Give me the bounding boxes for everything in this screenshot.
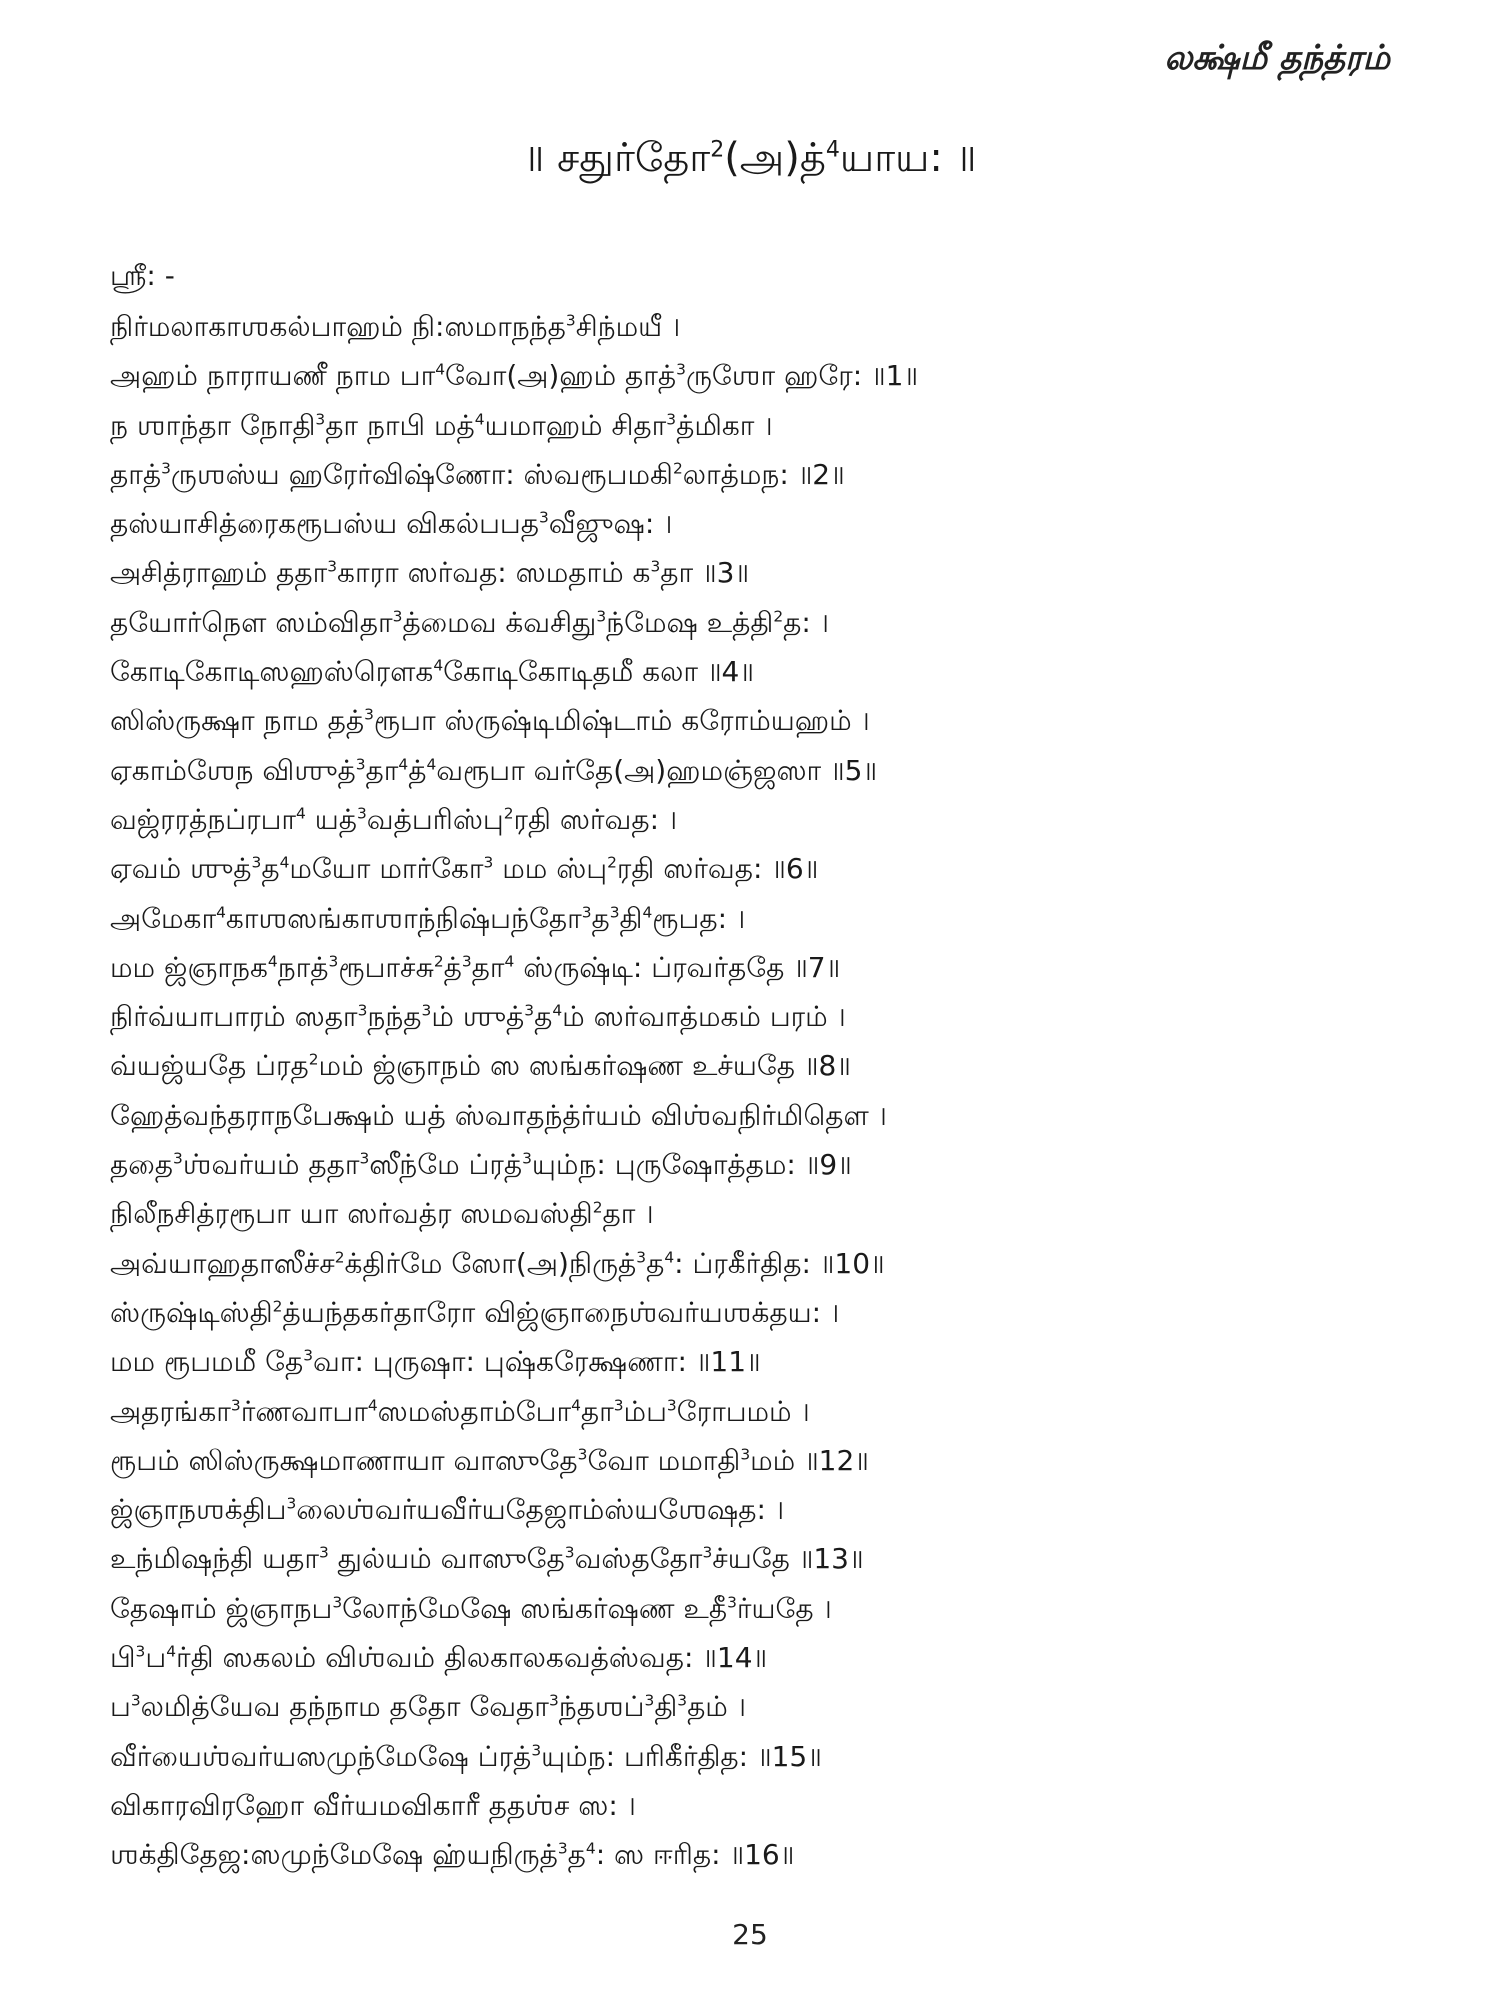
verse-line: ப$^3$லமித்யேவ தந்நாம ததோ வேதா$^3$ந்தஶப்$^3$தி$^3$தம் । [110, 1690, 746, 1724]
verse-line: ரூபம் ஸிஸ்ருக்ஷமாணாயா வாஸுதே$^3$வோ மமாதி$^3$மம் ॥12॥ [110, 1443, 869, 1477]
invocation: ஶ்ரீ: - [110, 259, 175, 292]
verse-line: மம ரூபமமீ தே$^3$வா: புருஷா: புஷ்கரேக்ஷணா: ॥11॥ [110, 1345, 761, 1379]
verse-line: ஜ்ஞாநஶக்திப$^3$லைஶ்வர்யவீர்யதேஜாம்ஸ்யஶேஷத: । [110, 1493, 785, 1527]
verse-line: அவ்யாஹதாஸீச்ச$^2$க்திர்மே ஸோ(அ)நிருத்$^3$த$^4$: ப்ரகீர்தித: ॥10॥ [110, 1246, 885, 1280]
chapter-title: ॥ சதுர்தோ$^2$(அ)த்$^4$யாய: ॥ [523, 135, 977, 181]
verse-line: அஹம் நாராயணீ நாம பா$^4$வோ(அ)ஹம் தாத்$^3$ருஶோ ஹரே: ॥1॥ [110, 359, 919, 393]
verse-line: நிலீநசித்ரரூபா யா ஸர்வத்ர ஸமவஸ்தி$^2$தா । [110, 1197, 654, 1231]
verse-line: ஸ்ருஷ்டிஸ்தி$^2$த்யந்தகர்தாரோ விஜ்ஞாநைஶ்வர்யஶக்தய: । [110, 1295, 840, 1329]
verse-line: நிர்வ்யாபாரம் ஸதா$^3$நந்த$^3$ம் ஶுத்$^3$த$^4$ம் ஸர்வாத்மகம் பரம் । [110, 1000, 846, 1034]
page-number: 25 [732, 1918, 768, 1951]
verse-line: அமேகா$^4$காஶஸங்காஶாந்நிஷ்பந்தோ$^3$த$^3$தி$^4$ரூபத: । [110, 901, 746, 935]
verse-line: ந ஶாந்தா நோதி$^3$தா நாபி மத்$^4$யமாஹம் சிதா$^3$த்மிகா । [110, 408, 773, 442]
verse-line: வ்யஜ்யதே ப்ரத$^2$மம் ஜ்ஞாநம் ஸ ஸங்கர்ஷண உச்யதே ॥8॥ [110, 1049, 851, 1083]
verse-line: ததை$^3$ஶ்வர்யம் ததா$^3$ஸீந்மே ப்ரத்$^3$யும்ந: புருஷோத்தம: ॥9॥ [110, 1148, 852, 1182]
verse-line: ஶக்திதேஜ:ஸமுந்மேஷே ஹ்யநிருத்$^3$த$^4$: ஸ ஈரித: ॥16॥ [110, 1838, 795, 1872]
verse-block [110, 250, 1400, 1880]
verse-line: நிர்மலாகாஶகல்பாஹம் நி:ஸமாநந்த$^3$சிந்மயீ । [110, 310, 681, 343]
verse-line: ஏகாம்ஶேந விஶுத்$^3$தா$^4$த்$^4$வரூபா வர்தே(அ)ஹமஞ்ஜஸா ॥5॥ [110, 753, 878, 787]
verse-line: பி$^3$ப$^4$ர்தி ஸகலம் விஶ்வம் திலகாலகவத்ஸ்வத: ॥14॥ [110, 1641, 768, 1675]
verse-line: அசித்ராஹம் ததா$^3$காரா ஸர்வத: ஸமதாம் க$^3$தா ॥3॥ [110, 556, 750, 590]
verse-line: தஸ்யாசித்ரைகரூபஸ்ய விகல்பபத$^3$வீஜுஷ: । [110, 507, 673, 541]
verse-line: தயோர்நௌ ஸம்விதா$^3$த்மைவ க்வசிது$^3$ந்மேஷ உத்தி$^2$த: । [110, 605, 829, 639]
verse-line: தேஷாம் ஜ்ஞாநப$^3$லோந்மேஷே ஸங்கர்ஷண உதீ$^3$ர்யதே । [110, 1591, 832, 1625]
running-header: லக்ஷ்மீ தந்த்ரம் [1164, 38, 1390, 78]
verse-line: ஏவம் ஶுத்$^3$த$^4$மயோ மார்கோ$^3$ மம ஸ்பு$^2$ரதி ஸர்வத: ॥6॥ [110, 852, 819, 886]
verse-line: அதரங்கா$^3$ர்ணவாபா$^4$ஸமஸ்தாம்போ$^4$தா$^3$ம்ப$^3$ரோபமம் । [110, 1394, 810, 1428]
verse-line: தாத்$^3$ருஶஸ்ய ஹரேர்விஷ்ணோ: ஸ்வரூபமகி$^2$லாத்மந: ॥2॥ [110, 457, 845, 491]
verse-line: மம ஜ்ஞாநக$^4$நாத்$^3$ரூபாச்சு$^2$த்$^3$தா$^4$ ஸ்ருஷ்டி: ப்ரவர்ததே ॥7॥ [110, 950, 841, 984]
verse-lines [110, 302, 1400, 1880]
verse-line: விகாரவிரஹோ வீர்யமவிகாரீ ததஶ்ச ஸ: । [110, 1788, 636, 1822]
verse-line: வீர்யைஶ்வர்யஸமுந்மேஷே ப்ரத்$^3$யும்ந: பரிகீர்தித: ॥15॥ [110, 1739, 822, 1773]
verse-line: வஜ்ரரத்நப்ரபா$^4$ யத்$^3$வத்பரிஸ்பு$^2$ரதி ஸர்வத: । [110, 802, 678, 836]
verse-line: உந்மிஷந்தி யதா$^3$ துல்யம் வாஸுதே$^3$வஸ்ததோ$^3$ச்யதே ॥13॥ [110, 1542, 864, 1576]
verse-line: ஸிஸ்ருக்ஷா நாம தத்$^3$ரூபா ஸ்ருஷ்டிமிஷ்டாம் கரோம்யஹம் । [110, 704, 870, 738]
verse-line: கோடிகோடிஸஹஸ்ரௌக$^4$கோடிகோடிதமீ கலா ॥4॥ [110, 655, 754, 689]
verse-line: ஹேத்வந்தராநபேக்ஷம் யத் ஸ்வாதந்த்ர்யம் விஶ்வநிர்மிதௌ । [110, 1098, 887, 1132]
